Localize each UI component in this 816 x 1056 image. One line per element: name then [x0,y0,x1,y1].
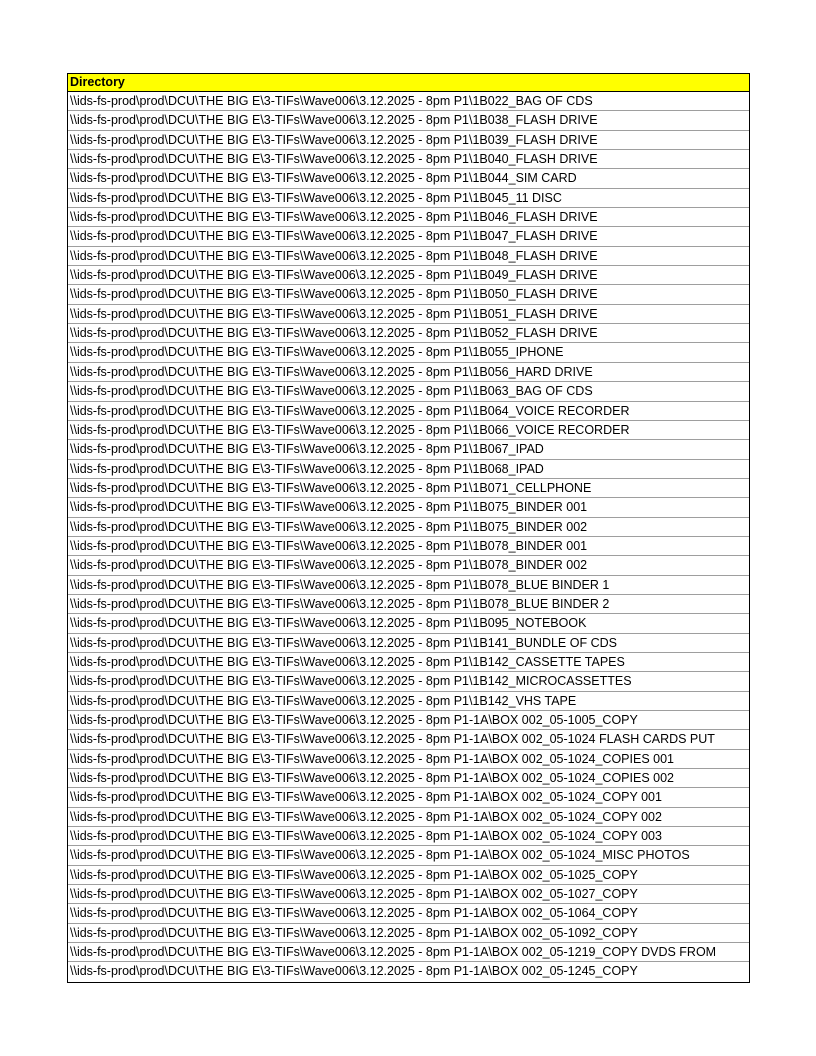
table-row: \\ids-fs-prod\prod\DCU\THE BIG E\3-TIFs\Wave006\3.12.2025 - 8pm P1\1B049_FLASH DRIVE [68,266,749,285]
table-row: \\ids-fs-prod\prod\DCU\THE BIG E\3-TIFs\Wave006\3.12.2025 - 8pm P1\1B064_VOICE RECORDER [68,402,749,421]
table-row: \\ids-fs-prod\prod\DCU\THE BIG E\3-TIFs\Wave006\3.12.2025 - 8pm P1\1B075_BINDER 002 [68,518,749,537]
table-row: \\ids-fs-prod\prod\DCU\THE BIG E\3-TIFs\Wave006\3.12.2025 - 8pm P1\1B078_BINDER 001 [68,537,749,556]
table-row: \\ids-fs-prod\prod\DCU\THE BIG E\3-TIFs\Wave006\3.12.2025 - 8pm P1\1B051_FLASH DRIVE [68,305,749,324]
table-row: \\ids-fs-prod\prod\DCU\THE BIG E\3-TIFs\Wave006\3.12.2025 - 8pm P1-1A\BOX 002_05-1092_COPY [68,924,749,943]
table-row: \\ids-fs-prod\prod\DCU\THE BIG E\3-TIFs\Wave006\3.12.2025 - 8pm P1\1B068_IPAD [68,460,749,479]
table-row: \\ids-fs-prod\prod\DCU\THE BIG E\3-TIFs\Wave006\3.12.2025 - 8pm P1\1B078_BLUE BINDER 2 [68,595,749,614]
table-row: \\ids-fs-prod\prod\DCU\THE BIG E\3-TIFs\Wave006\3.12.2025 - 8pm P1\1B056_HARD DRIVE [68,363,749,382]
table-row: \\ids-fs-prod\prod\DCU\THE BIG E\3-TIFs\Wave006\3.12.2025 - 8pm P1-1A\BOX 002_05-1024_COPY 002 [68,808,749,827]
table-row: \\ids-fs-prod\prod\DCU\THE BIG E\3-TIFs\Wave006\3.12.2025 - 8pm P1\1B055_IPHONE [68,343,749,362]
table-row: \\ids-fs-prod\prod\DCU\THE BIG E\3-TIFs\Wave006\3.12.2025 - 8pm P1\1B067_IPAD [68,440,749,459]
directory-table [67,73,750,983]
table-row: \\ids-fs-prod\prod\DCU\THE BIG E\3-TIFs\Wave006\3.12.2025 - 8pm P1-1A\BOX 002_05-1005_COPY [68,711,749,730]
table-row: \\ids-fs-prod\prod\DCU\THE BIG E\3-TIFs\Wave006\3.12.2025 - 8pm P1\1B046_FLASH DRIVE [68,208,749,227]
table-row: \\ids-fs-prod\prod\DCU\THE BIG E\3-TIFs\Wave006\3.12.2025 - 8pm P1\1B038_FLASH DRIVE [68,111,749,130]
table-row: \\ids-fs-prod\prod\DCU\THE BIG E\3-TIFs\Wave006\3.12.2025 - 8pm P1\1B045_11 DISC [68,189,749,208]
table-row: \\ids-fs-prod\prod\DCU\THE BIG E\3-TIFs\Wave006\3.12.2025 - 8pm P1\1B047_FLASH DRIVE [68,227,749,246]
table-row: \\ids-fs-prod\prod\DCU\THE BIG E\3-TIFs\Wave006\3.12.2025 - 8pm P1\1B071_CELLPHONE [68,479,749,498]
table-row: \\ids-fs-prod\prod\DCU\THE BIG E\3-TIFs\Wave006\3.12.2025 - 8pm P1-1A\BOX 002_05-1024_MISC PHOTOS [68,846,749,865]
table-row: \\ids-fs-prod\prod\DCU\THE BIG E\3-TIFs\Wave006\3.12.2025 - 8pm P1\1B078_BLUE BINDER 1 [68,576,749,595]
table-row: \\ids-fs-prod\prod\DCU\THE BIG E\3-TIFs\Wave006\3.12.2025 - 8pm P1-1A\BOX 002_05-1024_COPY 003 [68,827,749,846]
table-row: \\ids-fs-prod\prod\DCU\THE BIG E\3-TIFs\Wave006\3.12.2025 - 8pm P1-1A\BOX 002_05-1024 FLASH CARDS PUT [68,730,749,749]
table-row: \\ids-fs-prod\prod\DCU\THE BIG E\3-TIFs\Wave006\3.12.2025 - 8pm P1\1B039_FLASH DRIVE [68,131,749,150]
table-row: \\ids-fs-prod\prod\DCU\THE BIG E\3-TIFs\Wave006\3.12.2025 - 8pm P1-1A\BOX 002_05-1024_COPIES 001 [68,750,749,769]
table-row: \\ids-fs-prod\prod\DCU\THE BIG E\3-TIFs\Wave006\3.12.2025 - 8pm P1-1A\BOX 002_05-1219_COPY DVDS FROM [68,943,749,962]
table-row: \\ids-fs-prod\prod\DCU\THE BIG E\3-TIFs\Wave006\3.12.2025 - 8pm P1-1A\BOX 002_05-1024_COPY 001 [68,788,749,807]
table-row: \\ids-fs-prod\prod\DCU\THE BIG E\3-TIFs\Wave006\3.12.2025 - 8pm P1\1B022_BAG OF CDS [68,92,749,111]
table-row: \\ids-fs-prod\prod\DCU\THE BIG E\3-TIFs\Wave006\3.12.2025 - 8pm P1\1B141_BUNDLE OF CDS [68,634,749,653]
table-row: \\ids-fs-prod\prod\DCU\THE BIG E\3-TIFs\Wave006\3.12.2025 - 8pm P1\1B040_FLASH DRIVE [68,150,749,169]
table-row: \\ids-fs-prod\prod\DCU\THE BIG E\3-TIFs\Wave006\3.12.2025 - 8pm P1\1B078_BINDER 002 [68,556,749,575]
table-row: \\ids-fs-prod\prod\DCU\THE BIG E\3-TIFs\Wave006\3.12.2025 - 8pm P1\1B052_FLASH DRIVE [68,324,749,343]
table-row: \\ids-fs-prod\prod\DCU\THE BIG E\3-TIFs\Wave006\3.12.2025 - 8pm P1\1B066_VOICE RECORDER [68,421,749,440]
directory-rows [68,92,749,982]
table-row: \\ids-fs-prod\prod\DCU\THE BIG E\3-TIFs\Wave006\3.12.2025 - 8pm P1\1B048_FLASH DRIVE [68,247,749,266]
table-row: \\ids-fs-prod\prod\DCU\THE BIG E\3-TIFs\Wave006\3.12.2025 - 8pm P1\1B095_NOTEBOOK [68,614,749,633]
table-row: \\ids-fs-prod\prod\DCU\THE BIG E\3-TIFs\Wave006\3.12.2025 - 8pm P1\1B044_SIM CARD [68,169,749,188]
table-row: \\ids-fs-prod\prod\DCU\THE BIG E\3-TIFs\Wave006\3.12.2025 - 8pm P1\1B142_CASSETTE TAPES [68,653,749,672]
table-row: \\ids-fs-prod\prod\DCU\THE BIG E\3-TIFs\Wave006\3.12.2025 - 8pm P1\1B142_MICROCASSETTES [68,672,749,691]
table-row: \\ids-fs-prod\prod\DCU\THE BIG E\3-TIFs\Wave006\3.12.2025 - 8pm P1-1A\BOX 002_05-1027_COPY [68,885,749,904]
table-row: \\ids-fs-prod\prod\DCU\THE BIG E\3-TIFs\Wave006\3.12.2025 - 8pm P1\1B075_BINDER 001 [68,498,749,517]
table-row: \\ids-fs-prod\prod\DCU\THE BIG E\3-TIFs\Wave006\3.12.2025 - 8pm P1-1A\BOX 002_05-1025_COPY [68,866,749,885]
table-row: \\ids-fs-prod\prod\DCU\THE BIG E\3-TIFs\Wave006\3.12.2025 - 8pm P1\1B142_VHS TAPE [68,692,749,711]
table-row: \\ids-fs-prod\prod\DCU\THE BIG E\3-TIFs\Wave006\3.12.2025 - 8pm P1\1B063_BAG OF CDS [68,382,749,401]
directory-header: Directory [68,74,749,92]
table-row: \\ids-fs-prod\prod\DCU\THE BIG E\3-TIFs\Wave006\3.12.2025 - 8pm P1-1A\BOX 002_05-1024_COPIES 002 [68,769,749,788]
table-row: \\ids-fs-prod\prod\DCU\THE BIG E\3-TIFs\Wave006\3.12.2025 - 8pm P1-1A\BOX 002_05-1064_COPY [68,904,749,923]
table-row: \\ids-fs-prod\prod\DCU\THE BIG E\3-TIFs\Wave006\3.12.2025 - 8pm P1\1B050_FLASH DRIVE [68,285,749,304]
table-row: \\ids-fs-prod\prod\DCU\THE BIG E\3-TIFs\Wave006\3.12.2025 - 8pm P1-1A\BOX 002_05-1245_COPY [70,964,638,979]
